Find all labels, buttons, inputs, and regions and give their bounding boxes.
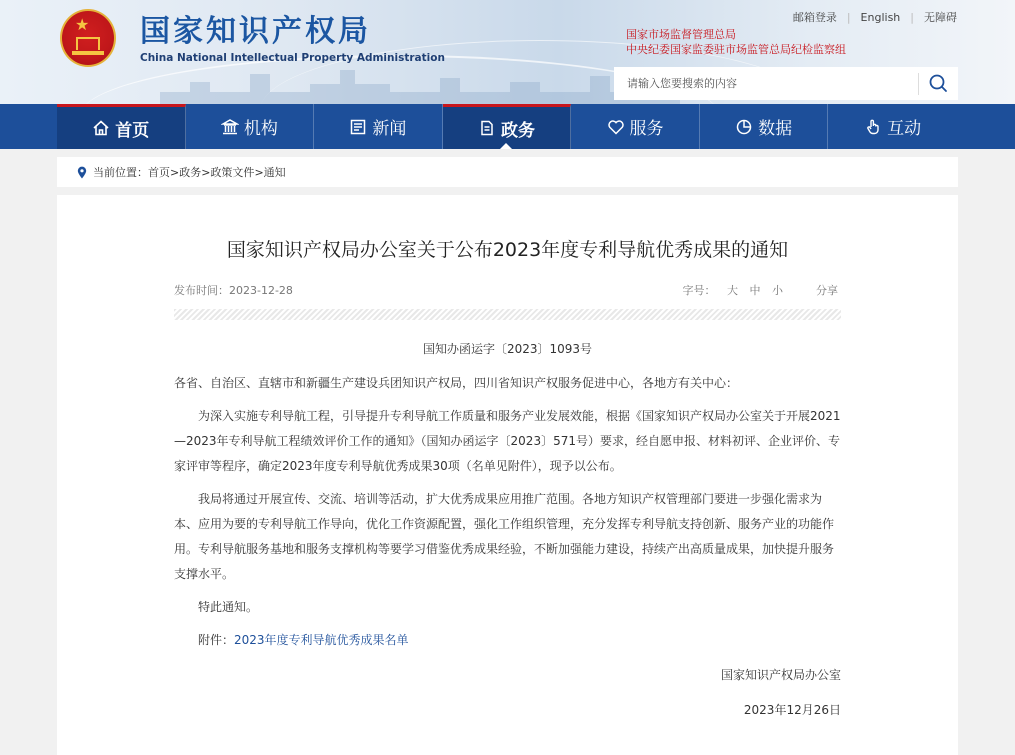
breadcrumb-separator: > <box>170 165 180 179</box>
national-emblem-icon[interactable]: ★ <box>60 9 116 67</box>
samr-link[interactable]: 国家市场监督管理总局 <box>626 28 736 41</box>
home-icon <box>92 119 110 137</box>
skyline-decoration <box>160 62 680 104</box>
nav-label: 服务 <box>629 119 664 139</box>
attachment-label: 附件： <box>198 633 235 647</box>
main-nav <box>0 104 1015 149</box>
font-size-small[interactable]: 小 <box>772 284 783 297</box>
accessibility-link[interactable]: 无障碍 <box>924 11 957 24</box>
publish-date: 2023-12-28 <box>229 284 293 297</box>
service-icon <box>607 118 625 136</box>
breadcrumb-policy[interactable]: 政策文件 <box>210 166 255 179</box>
breadcrumb-notice[interactable]: 通知 <box>263 166 286 179</box>
site-header <box>0 0 1015 104</box>
nav-item-data[interactable] <box>700 104 829 149</box>
sister-links <box>626 27 846 57</box>
site-logo-en[interactable]: China National Intellectual Property Administration <box>140 52 445 64</box>
site-logo-cn[interactable]: 国家知识产权局 <box>140 14 371 49</box>
breadcrumb-separator: > <box>201 165 211 179</box>
nav-item-news[interactable] <box>314 104 443 149</box>
location-pin-icon <box>77 166 87 179</box>
paragraph: 为深入实施专利导航工程，引导提升专利导航工作质量和服务产业发展效能，根据《国家知识产权局办公室关于开展2021—2023年专利导航工程绩效评价工作的通知》（国知办函运字〔2023〕571号）要求，经自愿申报、材料初评、企业评价、专家评审等程序，确定2023年度专利导航优秀成果30项（名单见附件），现予以公布。 <box>174 409 841 473</box>
nav-label: 互动 <box>887 119 922 139</box>
publish-info <box>174 283 293 299</box>
article <box>57 195 958 755</box>
font-size-tools <box>675 283 784 299</box>
share-button[interactable]: 分享 <box>816 284 838 297</box>
mail-login-link[interactable]: 邮箱登录 <box>792 11 837 24</box>
nav-item-government[interactable] <box>443 104 572 149</box>
nav-item-service[interactable] <box>571 104 700 149</box>
publish-label: 发布时间： <box>174 284 229 297</box>
data-icon <box>735 118 753 136</box>
interact-icon <box>864 118 882 136</box>
breadcrumb-separator: > <box>254 165 264 179</box>
attachment <box>174 628 841 653</box>
nav-item-home[interactable] <box>57 104 186 149</box>
breadcrumb-government[interactable]: 政务 <box>179 166 202 179</box>
government-icon <box>478 119 496 137</box>
signature-date: 2023年12月26日 <box>743 703 841 717</box>
search-box <box>614 67 958 100</box>
article-title: 国家知识产权局办公室关于公布2023年度专利导航优秀成果的通知 <box>226 239 789 261</box>
font-size-large[interactable]: 大 <box>727 284 738 297</box>
attachment-link[interactable]: 2023年度专利导航优秀成果名单 <box>234 633 409 647</box>
top-links: 邮箱登录 | English | 无障碍 <box>792 11 957 24</box>
nav-label: 机构 <box>243 119 278 139</box>
discipline-inspection-link[interactable]: 中央纪委国家监委驻市场监管总局纪检监察组 <box>626 43 846 56</box>
nav-label: 政务 <box>500 120 535 141</box>
nav-label: 新闻 <box>372 119 407 139</box>
search-input[interactable] <box>614 67 914 100</box>
breadcrumb <box>57 157 958 187</box>
english-link[interactable]: English <box>860 11 901 24</box>
nav-item-institution[interactable] <box>186 104 315 149</box>
institution-icon <box>221 118 239 136</box>
article-body <box>174 337 841 723</box>
breadcrumb-home[interactable]: 首页 <box>148 166 170 179</box>
salutation: 各省、自治区、直辖市和新疆生产建设兵团知识产权局，四川省知识产权服务促进中心，各地方有关中心： <box>174 376 739 390</box>
hatch-divider <box>174 309 841 320</box>
news-icon <box>349 118 367 136</box>
nav-label: 数据 <box>758 119 793 139</box>
font-size-label: 字号： <box>682 284 716 297</box>
signature: 国家知识产权局办公室 <box>720 668 841 682</box>
search-button[interactable] <box>919 67 958 100</box>
closing: 特此通知。 <box>198 600 259 614</box>
font-size-medium[interactable]: 中 <box>749 284 761 297</box>
breadcrumb-prefix: 当前位置： <box>93 166 148 179</box>
nav-label: 首页 <box>115 120 150 141</box>
search-icon <box>919 67 958 100</box>
paragraph: 我局将通过开展宣传、交流、培训等活动，扩大优秀成果应用推广范围。各地方知识产权管理部门要进一步强化需求为本、应用为要的专利导航工作导向，优化工作资源配置，强化工作组织管理，充分发挥专利导航支持创新、服务产业的功能作用。专利导航服务基地和服务支撑机构等要学习借鉴优秀成果经验，不断加强能力建设，持续产出高质量成果，加快提升服务支撑水平。 <box>174 492 835 581</box>
nav-item-interact[interactable] <box>828 104 957 149</box>
document-number: 国知办函运字〔2023〕1093号 <box>422 342 593 356</box>
